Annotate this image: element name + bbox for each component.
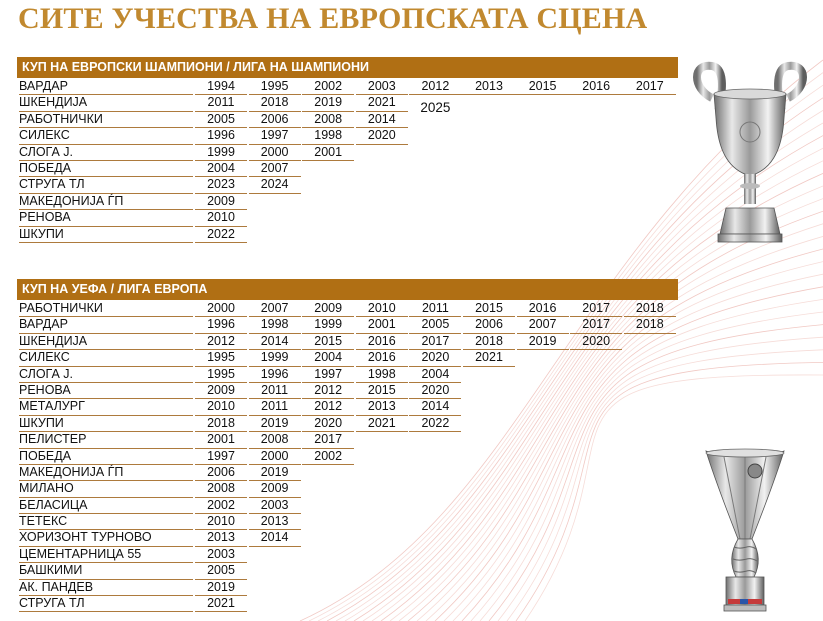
year-cell: 2023: [195, 177, 247, 193]
year-cell: 2005: [409, 317, 461, 333]
year-cell: 2013: [475, 79, 503, 93]
year-cell: 2019: [302, 95, 354, 111]
club-name: ТЕТЕКС: [19, 514, 193, 530]
year-cell: 2010: [195, 514, 247, 530]
year-cell: 2017: [302, 432, 354, 448]
year-cell: 2001: [356, 317, 408, 333]
year-cell: 2002: [302, 449, 354, 465]
year-cell: 2011: [249, 383, 301, 399]
club-name: АК. ПАНДЕВ: [19, 580, 193, 596]
year-cell: 2015: [528, 79, 557, 93]
club-name: ШКУПИ: [19, 227, 193, 243]
year-cell: 2000: [249, 449, 301, 465]
year-cell: 2016: [517, 301, 569, 317]
club-name: СТРУГА ТЛ: [19, 177, 193, 193]
year-cell: 2024: [249, 177, 301, 193]
year-cell: 2003: [249, 498, 301, 514]
club-name: РАБОТНИЧКИ: [19, 112, 193, 128]
club-name: СТРУГА ТЛ: [19, 596, 193, 612]
year-cell: 1999: [249, 350, 301, 366]
year-cell: 2016: [356, 334, 408, 350]
year-cell: 2019: [195, 580, 247, 596]
year-cell: 2025: [420, 100, 451, 116]
year-cell: 2011: [409, 301, 461, 317]
year-cell: 2005: [195, 112, 247, 128]
year-cell: 2013: [195, 530, 247, 546]
year-cell: 2021: [463, 350, 515, 366]
year-cell: 1995: [249, 79, 301, 95]
club-name: ШКЕНДИЈА: [19, 95, 193, 111]
page-title: СИТЕ УЧЕСТВА НА ЕВРОПСКАТА СЦЕНА: [18, 2, 648, 35]
year-cell: 1996: [195, 317, 247, 333]
year-cell: 2003: [356, 79, 408, 95]
year-cell: 2011: [249, 399, 301, 415]
club-name: БАШКИМИ: [19, 563, 193, 579]
club-name: МАКЕДОНИЈА ЃП: [19, 465, 193, 481]
year-cell: 2022: [409, 416, 461, 432]
year-cell: 2014: [356, 112, 408, 128]
year-cell: 2020: [302, 416, 354, 432]
club-name: СЛОГА Ј.: [19, 145, 193, 161]
year-cell: 1997: [249, 128, 301, 144]
europa-league-header: КУП НА УЕФА / ЛИГА ЕВРОПА: [17, 279, 678, 300]
year-cell: 2009: [302, 301, 354, 317]
year-cell: 2001: [195, 432, 247, 448]
year-cell: 1996: [195, 128, 247, 144]
year-cell: 2017: [635, 79, 664, 93]
club-name: СИЛЕКС: [19, 350, 193, 366]
year-cell: 2017: [570, 317, 622, 333]
year-cell: 2009: [249, 481, 301, 497]
year-cell: 2018: [624, 317, 676, 333]
club-name: МЕТАЛУРГ: [19, 399, 193, 415]
year-cell: 2012: [302, 383, 354, 399]
year-cell: 1994: [195, 79, 247, 95]
year-cell: 1995: [195, 350, 247, 366]
year-cell: 2004: [409, 367, 461, 383]
year-cell: 2012: [421, 79, 450, 93]
year-cell: 2006: [463, 317, 515, 333]
club-name: ВАРДАР: [19, 79, 193, 95]
club-name: ПОБЕДА: [19, 449, 193, 465]
club-name: МИЛАНО: [19, 481, 193, 497]
year-cell: 2015: [356, 383, 408, 399]
club-name: СИЛЕКС: [19, 128, 193, 144]
club-name: РЕНОВА: [19, 383, 193, 399]
champions-league-trophy-icon: [690, 58, 810, 248]
year-cell: 2013: [356, 399, 408, 415]
year-cell: 2005: [195, 563, 247, 579]
club-name: ЦЕМЕНТАРНИЦА 55: [19, 547, 193, 563]
year-cell: 2010: [356, 301, 408, 317]
year-cell: 2008: [302, 112, 354, 128]
year-cell: 2017: [570, 301, 622, 317]
year-cell: 2008: [249, 432, 301, 448]
year-cell: 2019: [517, 334, 569, 350]
club-name: ПОБЕДА: [19, 161, 193, 177]
year-cell: 2006: [249, 112, 301, 128]
club-name: СЛОГА Ј.: [19, 367, 193, 383]
club-name: МАКЕДОНИЈА ЃП: [19, 194, 193, 210]
europa-league-trophy-icon: [700, 443, 790, 618]
year-cell: 2017: [409, 334, 461, 350]
year-cell: 2022: [195, 227, 247, 243]
year-cell: 1997: [302, 367, 354, 383]
year-cell: 2010: [195, 210, 247, 226]
year-cell: 2020: [356, 128, 408, 144]
year-cell: 1999: [195, 145, 247, 161]
year-cell: 2004: [302, 350, 354, 366]
year-cell: 1998: [302, 128, 354, 144]
year-cell: 2020: [409, 350, 461, 366]
year-cell: 2000: [249, 145, 301, 161]
year-cell: 2015: [463, 301, 515, 317]
club-name: БЕЛАСИЦА: [19, 498, 193, 514]
year-cell: 2019: [249, 416, 301, 432]
year-cell: 2013: [249, 514, 301, 530]
year-cell: 2020: [570, 334, 622, 350]
year-cell: 2004: [195, 161, 247, 177]
year-cell: 2007: [517, 317, 569, 333]
year-cell: 2018: [463, 334, 515, 350]
club-name: РАБОТНИЧКИ: [19, 301, 193, 317]
year-cell: 2009: [195, 194, 247, 210]
club-name: РЕНОВА: [19, 210, 193, 226]
year-cell: 2014: [249, 334, 301, 350]
club-name: ШКЕНДИЈА: [19, 334, 193, 350]
year-cell: 2002: [302, 79, 354, 95]
year-cell: 1997: [195, 449, 247, 465]
year-cell: 2007: [249, 301, 301, 317]
champions-league-header: КУП НА ЕВРОПСКИ ШАМПИОНИ / ЛИГА НА ШАМПИОНИ: [17, 57, 678, 78]
year-cell: 2014: [249, 530, 301, 546]
year-cell: 1998: [249, 317, 301, 333]
year-cell: 2021: [356, 95, 408, 111]
year-cell: 2007: [249, 161, 301, 177]
year-cell: 1996: [249, 367, 301, 383]
year-cell: 2021: [195, 596, 247, 612]
year-cell: 2018: [624, 301, 676, 317]
year-cell: 2018: [249, 95, 301, 111]
club-name: ХОРИЗОНТ ТУРНОВО: [19, 530, 193, 546]
year-cell: 2008: [195, 481, 247, 497]
year-cell: 2010: [195, 399, 247, 415]
year-cell: 2002: [195, 498, 247, 514]
club-name: ВАРДАР: [19, 317, 193, 333]
year-cell: 2003: [195, 547, 247, 563]
year-cell: 2019: [249, 465, 301, 481]
year-cell: 2016: [356, 350, 408, 366]
year-cell: 2018: [195, 416, 247, 432]
year-cell: 2020: [409, 383, 461, 399]
year-cell: 2006: [195, 465, 247, 481]
year-cell: 2009: [195, 383, 247, 399]
year-cell: 1998: [356, 367, 408, 383]
year-cell: 2015: [302, 334, 354, 350]
club-name: ШКУПИ: [19, 416, 193, 432]
year-cell: 2012: [195, 334, 247, 350]
year-cell: 2021: [356, 416, 408, 432]
club-name: ПЕЛИСТЕР: [19, 432, 193, 448]
year-cell: 1995: [195, 367, 247, 383]
year-cell: 2016: [582, 79, 611, 93]
year-cell: 2012: [302, 399, 354, 415]
year-cell: 2011: [195, 95, 247, 111]
year-cell: 2014: [409, 399, 461, 415]
year-cell: 1999: [302, 317, 354, 333]
year-cell: 2001: [302, 145, 354, 161]
year-cell: 2000: [195, 301, 247, 317]
